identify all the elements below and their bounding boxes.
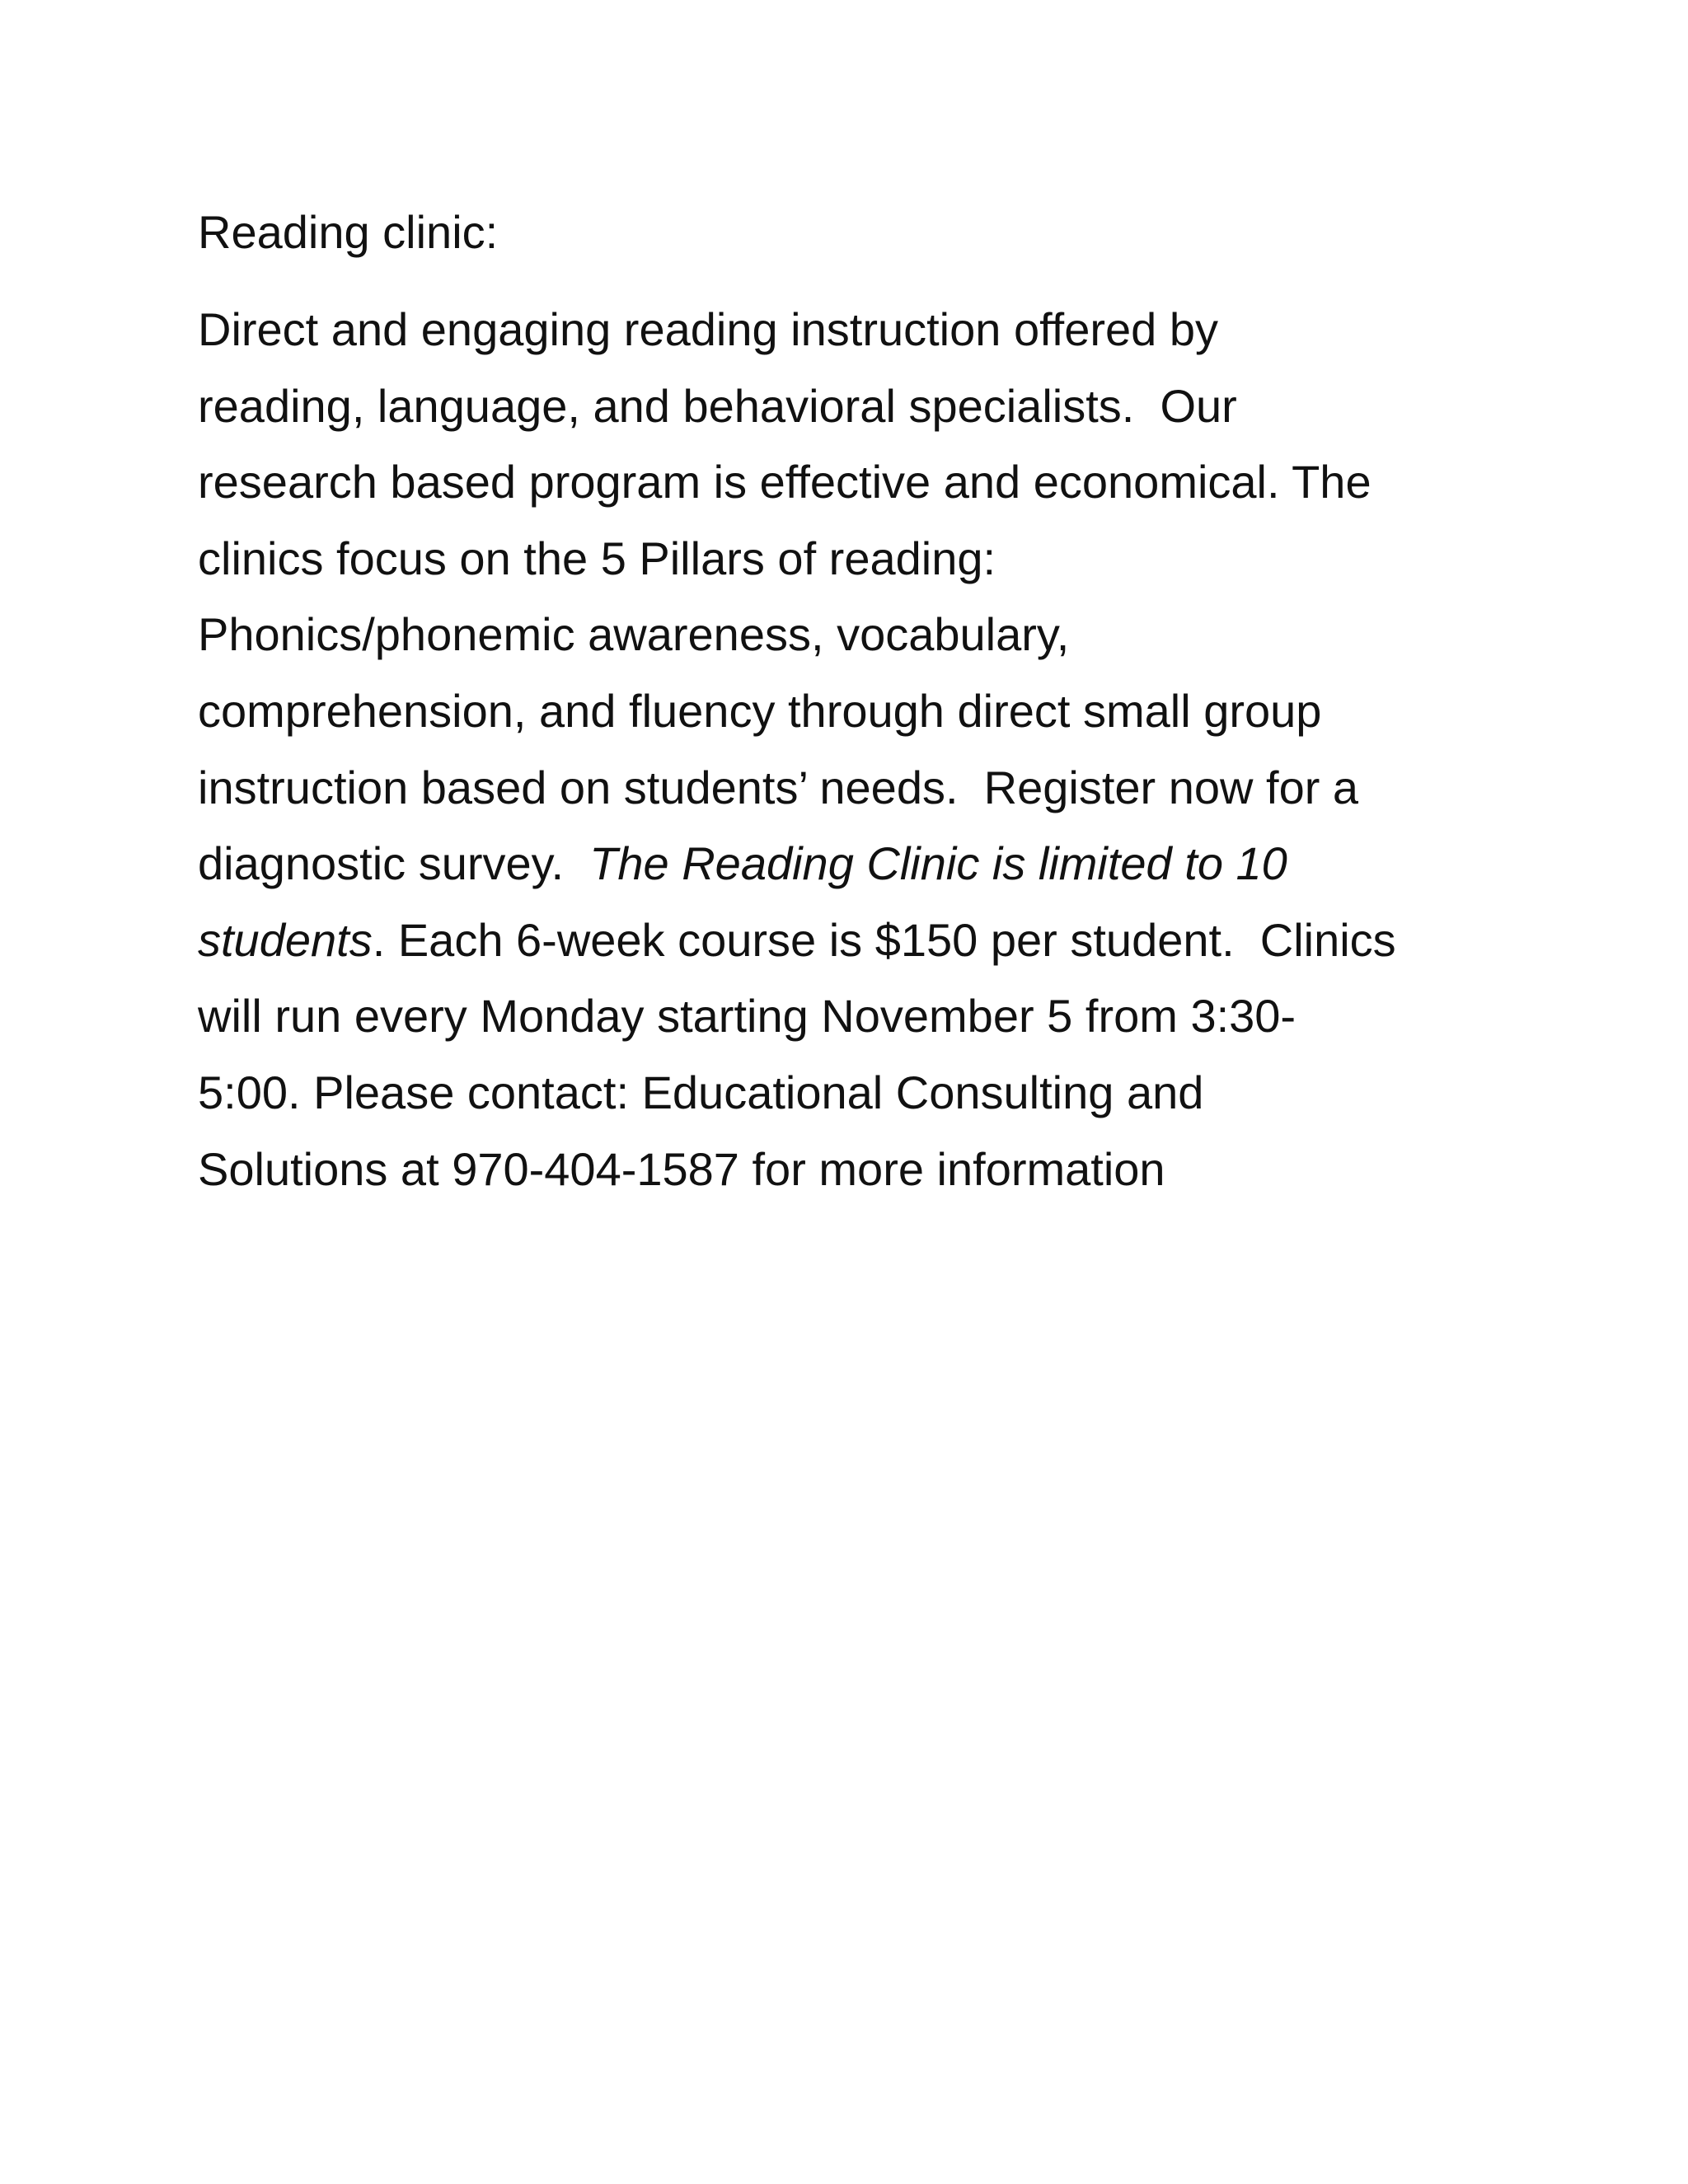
paragraph-line: instruction based on students’ needs. Register now for a [198, 761, 1359, 813]
paragraph-line: Direct and engaging reading instruction offered by [198, 303, 1218, 355]
paragraph-line: 5:00. Please contact: Educational Consulting and [198, 1066, 1204, 1118]
limit-notice-italic: The Reading Clinic is limited to 10 [589, 837, 1287, 890]
document-heading: Reading clinic: [198, 206, 499, 258]
paragraph-line: will run every Monday starting November 5 from 3:30- [198, 990, 1296, 1043]
line-plain-text: diagnostic survey. [198, 837, 590, 890]
paragraph-line: clinics focus on the 5 Pillars of reading: [198, 532, 996, 584]
paragraph-line [198, 902, 1500, 979]
body-paragraph [198, 292, 1500, 1207]
paragraph-line [198, 826, 1500, 902]
paragraph-line: Solutions at 970-404-1587 for more information [198, 1142, 1165, 1195]
limit-notice-italic-end: students [198, 913, 373, 966]
paragraph-line: reading, language, and behavioral specialists. Our [198, 379, 1237, 432]
document-content [198, 194, 1500, 1207]
paragraph-line: research based program is effective and economical. The [198, 456, 1372, 509]
paragraph-line: Phonics/phonemic awareness, vocabulary, [198, 608, 1070, 661]
line-plain-text: . Each 6-week course is $150 per student. Clinics [372, 913, 1396, 966]
paragraph-line: comprehension, and fluency through direct small group [198, 684, 1322, 737]
